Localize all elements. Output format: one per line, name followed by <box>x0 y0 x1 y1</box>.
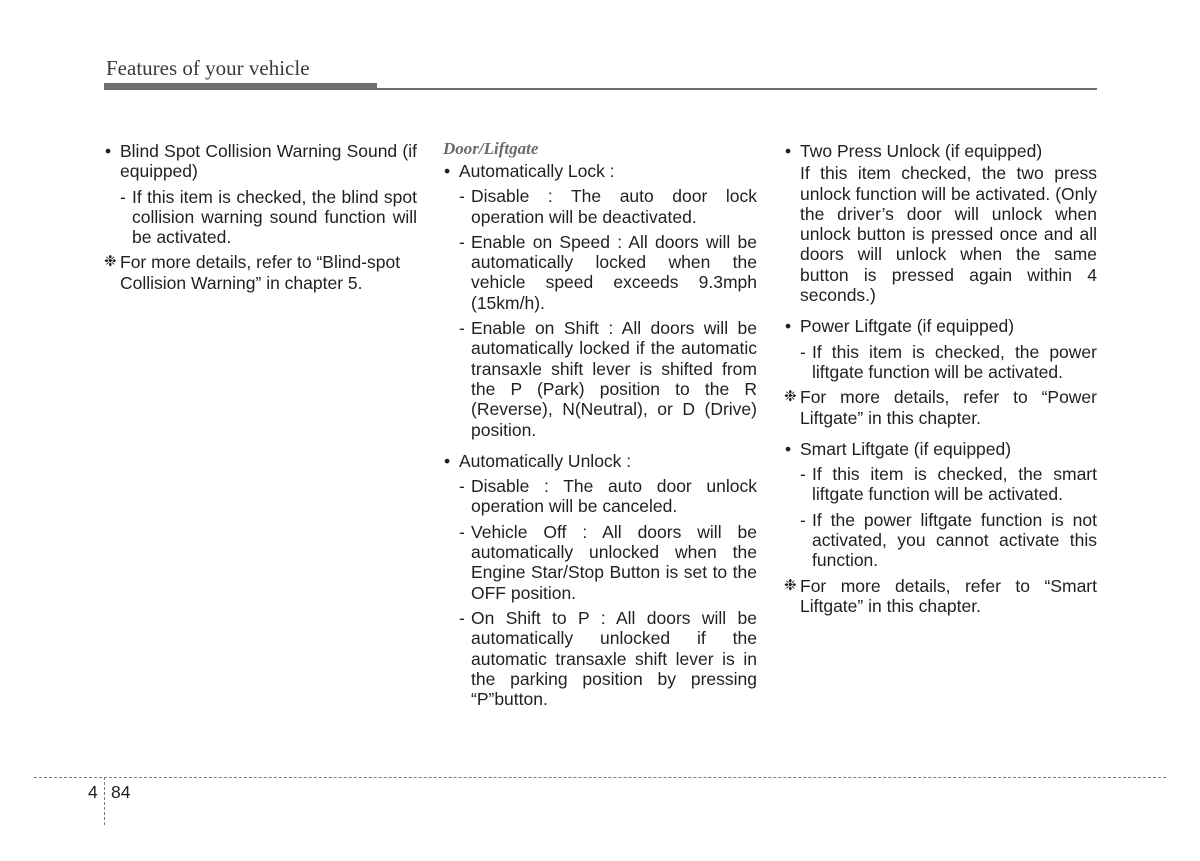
lock-option-enable-on-shift: - Enable on Shift : All doors will be automatically locked if the automatic transaxle shift lever is shifted from the P (Park) position to the R (Reverse), N(Neutral), or D (Drive) position. <box>443 318 757 440</box>
footer-page-divider <box>104 777 105 825</box>
note-blind-spot: ❉ For more details, refer to “Blind-spot Collision Warning” in chapter 5. <box>104 252 417 293</box>
lock-option-enable-on-speed: - Enable on Speed : All doors will be automatically locked when the vehicle speed exceeds 9.3mph (15km/h). <box>443 232 757 313</box>
smart-liftgate-sub-2: - If the power liftgate function is not activated, you cannot activate this function. <box>784 510 1097 571</box>
unlock-option-vehicle-off: - Vehicle Off : All doors will be automatically unlocked when the Engine Star/Stop Button is set to the OFF position. <box>443 522 757 603</box>
section-title-door-liftgate: Door/Liftgate <box>443 139 539 158</box>
bullet-automatically-unlock: • Automatically Unlock : <box>443 451 757 471</box>
unlock-option-on-shift-to-p: - On Shift to P : All doors will be automatically unlocked if the automatic transaxle shift lever is in the parking position by pressing “P”button. <box>443 608 757 709</box>
bullet-blind-spot-sound: • Blind Spot Collision Warning Sound (if equipped) <box>104 141 417 182</box>
header-rule <box>104 88 1097 90</box>
bullet-smart-liftgate: • Smart Liftgate (if equipped) <box>784 439 1097 459</box>
smart-liftgate-sub-1: - If this item is checked, the smart liftgate function will be activated. <box>784 464 1097 505</box>
power-liftgate-sub: - If this item is checked, the power liftgate function will be activated. <box>784 342 1097 383</box>
two-press-unlock-text: If this item checked, the two press unlock function will be activated. (Only the driver’s door will unlock when unlock button is pressed once and all doors will unlock when the same button is pressed again within 4 seconds.) <box>800 163 1097 306</box>
page-header-title: Features of your vehicle <box>106 56 310 80</box>
footer-dotted-rule <box>34 777 1166 778</box>
chapter-number: 4 <box>88 782 98 802</box>
note-power-liftgate: ❉ For more details, refer to “Power Liftgate” in this chapter. <box>784 387 1097 428</box>
unlock-option-disable: - Disable : The auto door unlock operation will be canceled. <box>443 476 757 517</box>
column-1 <box>104 139 417 293</box>
bullet-two-press-unlock: • Two Press Unlock (if equipped) <box>784 141 1097 161</box>
sub-item-blind-spot-sound: - If this item is checked, the blind spot collision warning sound function will be activated. <box>104 187 417 248</box>
bullet-automatically-lock: • Automatically Lock : <box>443 161 757 181</box>
note-smart-liftgate: ❉ For more details, refer to “Smart Liftgate” in this chapter. <box>784 576 1097 617</box>
lock-option-disable: - Disable : The auto door lock operation will be deactivated. <box>443 186 757 227</box>
bullet-power-liftgate: • Power Liftgate (if equipped) <box>784 316 1097 336</box>
column-3 <box>784 139 1097 616</box>
page-number: 84 <box>111 782 131 802</box>
column-2 <box>443 139 757 709</box>
